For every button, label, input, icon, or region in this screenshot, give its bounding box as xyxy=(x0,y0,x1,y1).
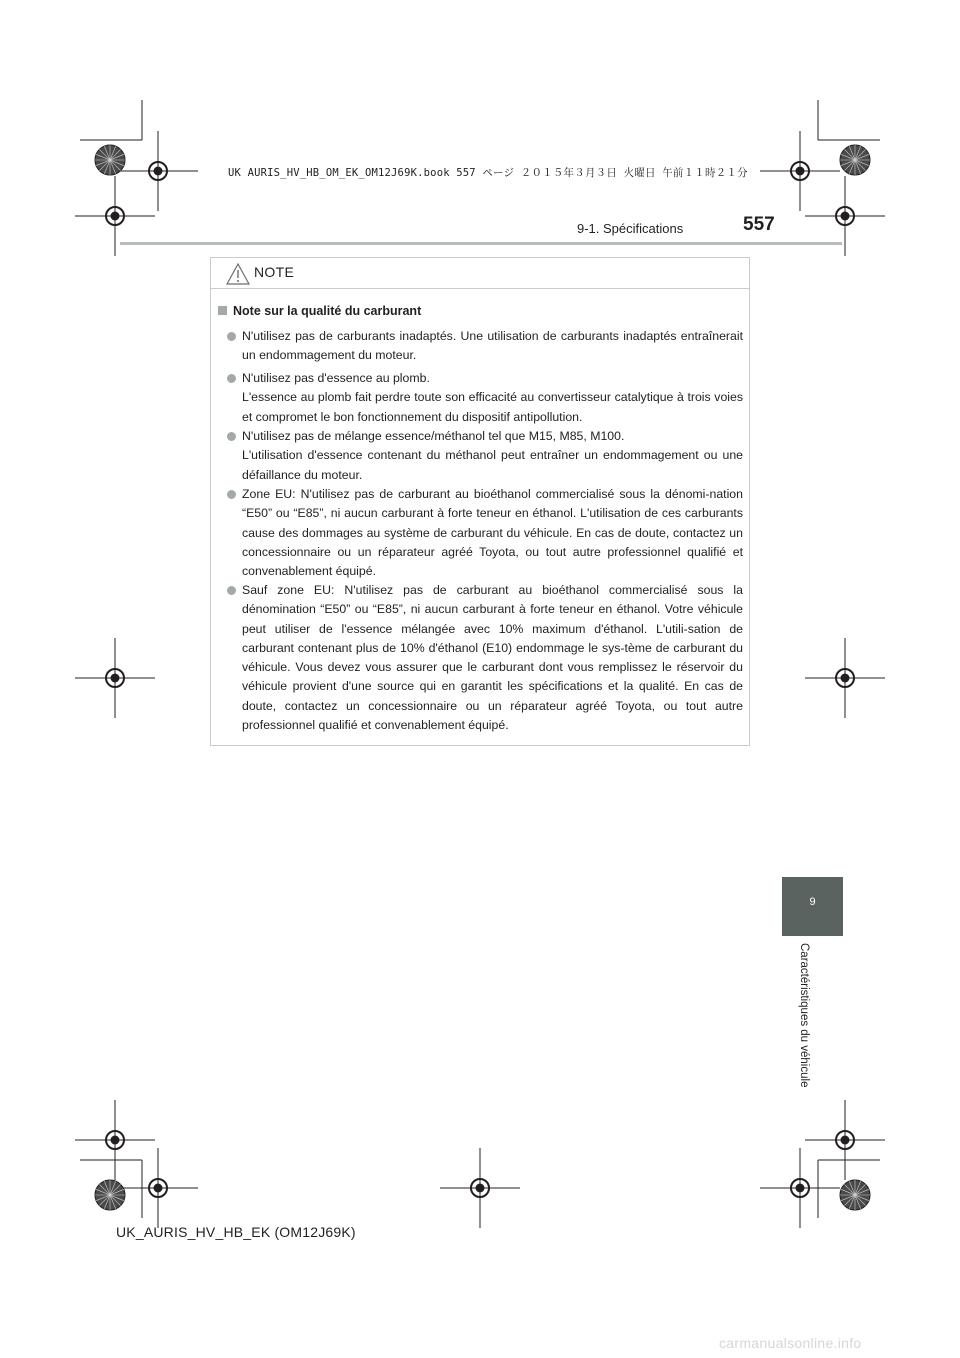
color-wheel-icon xyxy=(95,145,125,175)
bullet-icon xyxy=(227,374,236,383)
registration-target-icon xyxy=(805,1100,885,1180)
color-wheel-icon xyxy=(840,1180,870,1210)
color-wheel-icon xyxy=(95,1180,125,1210)
square-bullet-icon xyxy=(218,306,227,315)
header-rule xyxy=(120,242,842,245)
chapter-tab xyxy=(782,877,843,936)
bullet-text: N'utilisez pas d'essence au plomb. xyxy=(242,371,430,385)
footer-model-code: UK_AURIS_HV_HB_EK (OM12J69K) xyxy=(116,1224,356,1240)
list-item xyxy=(227,327,743,366)
chapter-title: Caractéristiques du véhicule xyxy=(798,943,810,1088)
note-header xyxy=(211,258,749,289)
bullet-icon xyxy=(227,586,236,595)
warning-triangle-icon xyxy=(226,263,250,285)
note-title: NOTE xyxy=(254,264,295,280)
list-item xyxy=(227,427,743,485)
registration-target-icon xyxy=(760,131,840,211)
bullet-text: Sauf zone EU: N'utilisez pas de carburant au bioéthanol commercialisé sous la dénomination “E50” ou “E85”, ni aucun carburant à forte teneur en éthanol. Votre véhicule peut utiliser de l'essence mélangée avec 10% maximum d'éthanol. L'utili-sation de carburant contenant plus de 10% d'éthanol (E10) endommage le sys-tème de carburant du véhicule. Vous devez vous assurer que le carburant dont vous remplissez le réservoir du véhicule provient d'une source qui en garantit les spécifications et la qualité. En cas de doute, contactez un concessionnaire ou un réparateur agréé Toyota, ou tout autre professionnel qualifié et convenablement équipé. xyxy=(242,583,743,733)
note-heading-text: Note sur la qualité du carburant xyxy=(233,304,422,318)
bullet-text: L'essence au plomb fait perdre toute son efficacité au convertisseur catalytique à trois voies et compromet le bon fonctionnement du dispositif antipollution. xyxy=(242,390,743,424)
registration-target-icon xyxy=(805,638,885,718)
bullet-text: Zone EU: N'utilisez pas de carburant au bioéthanol commercialisé sous la dénomi-nation “E50” ou “E85”, ni aucun carburant à forte teneur en éthanol. L'utilisation de ces carburants cause des dommages au système de carburant du véhicule. En cas de doute, contactez un concessionnaire ou un réparateur agréé Toyota, ou tout autre professionnel qualifié et convenablement équipé. xyxy=(242,487,743,579)
bullet-text: N'utilisez pas de mélange essence/méthanol tel que M15, M85, M100. xyxy=(242,429,625,443)
registration-target-icon xyxy=(440,1148,520,1228)
registration-target-icon xyxy=(118,131,198,211)
chapter-number: 9 xyxy=(809,896,816,908)
list-item xyxy=(227,581,743,735)
bullet-text: N'utilisez pas de carburants inadaptés. Une utilisation de carburants inadaptés entraînerait un endommagement du moteur. xyxy=(242,329,743,363)
note-subheading xyxy=(218,304,421,318)
bullet-icon xyxy=(227,490,236,499)
watermark: carmanualsonline.info xyxy=(719,1335,862,1351)
note-box xyxy=(210,257,750,746)
section-title: 9-1. Spécifications xyxy=(577,221,684,236)
bullet-text: L'utilisation d'essence contenant du méthanol peut entraîner un endommagement ou une défaillance du moteur. xyxy=(242,448,743,482)
color-wheel-icon xyxy=(840,145,870,175)
bullet-icon xyxy=(227,432,236,441)
list-item xyxy=(227,369,743,427)
page-number: 557 xyxy=(743,214,775,235)
list-item xyxy=(227,485,743,581)
registration-target-icon xyxy=(75,638,155,718)
registration-target-icon xyxy=(75,1100,155,1180)
bullet-icon xyxy=(227,332,236,341)
print-book-line: UK AURIS_HV_HB_OM_EK_OM12J69K.book 557 ページ ２０１５年３月３日 火曜日 午前１１時２１分 xyxy=(228,167,748,179)
